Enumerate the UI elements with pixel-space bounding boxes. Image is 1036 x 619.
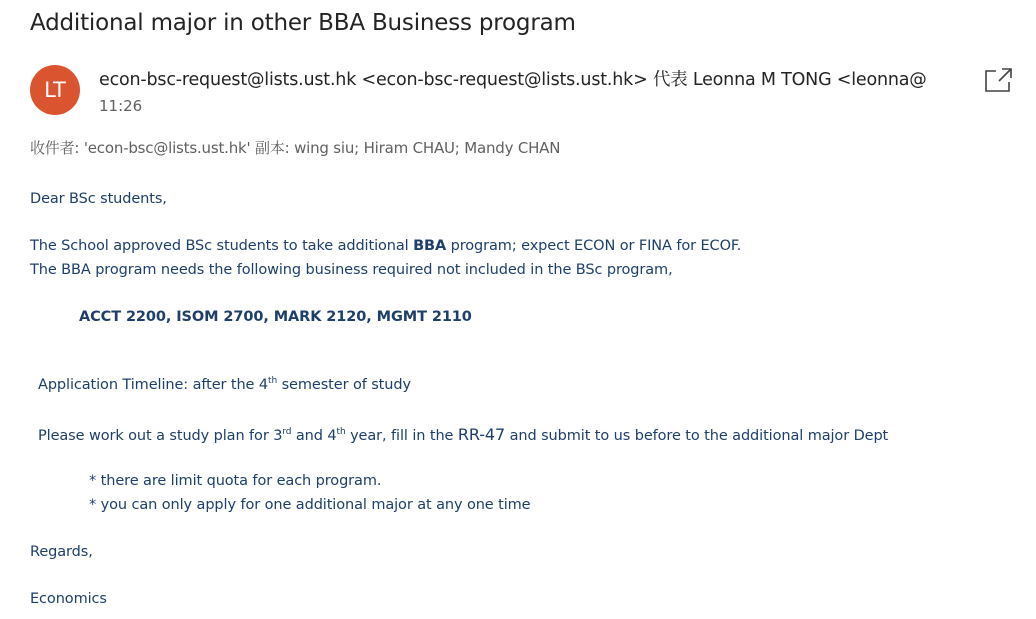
paragraph-line-1: The School approved BSc students to take additional BBA program; expect ECON or FINA for ECOF. — [30, 238, 742, 254]
recipients-line — [30, 137, 560, 158]
cc-value[interactable]: wing siu; Hiram CHAU; Mandy CHAN — [294, 139, 561, 157]
regards: Regards, — [30, 544, 93, 560]
paragraph-line-2: The BBA program needs the following business required not included in the BSc program, — [30, 262, 673, 278]
note-1: * there are limit quota for each program. — [89, 473, 382, 489]
greeting: Dear BSc students, — [30, 191, 167, 207]
email-subject: Additional major in other BBA Business program — [30, 10, 576, 36]
cc-label: 副本: — [255, 139, 290, 157]
study-plan-line: Please work out a study plan for 3rd and 4th year, fill in the RR-47 and submit to us before to the additional major Dept — [38, 425, 889, 444]
course-list: ACCT 2200, ISOM 2700, MARK 2120, MGMT 2110 — [79, 309, 472, 325]
avatar-initials: LT — [44, 78, 66, 102]
sent-time: 11:26 — [99, 97, 143, 115]
to-value[interactable]: 'econ-bsc@lists.ust.hk' — [83, 139, 251, 157]
note-2: * you can only apply for one additional major at any one time — [89, 497, 531, 513]
application-timeline: Application Timeline: after the 4th semester of study — [38, 376, 411, 393]
sender-line[interactable]: econ-bsc-request@lists.ust.hk <econ-bsc-request@lists.ust.hk> 代表 Leonna M TONG <leonna@ — [99, 70, 927, 90]
form-code: RR-47 — [457, 425, 506, 444]
popout-icon — [984, 66, 1014, 94]
avatar[interactable] — [30, 65, 80, 115]
to-label: 收件者: — [30, 139, 80, 157]
signature: Economics — [30, 591, 107, 607]
popout-button[interactable] — [984, 66, 1014, 94]
